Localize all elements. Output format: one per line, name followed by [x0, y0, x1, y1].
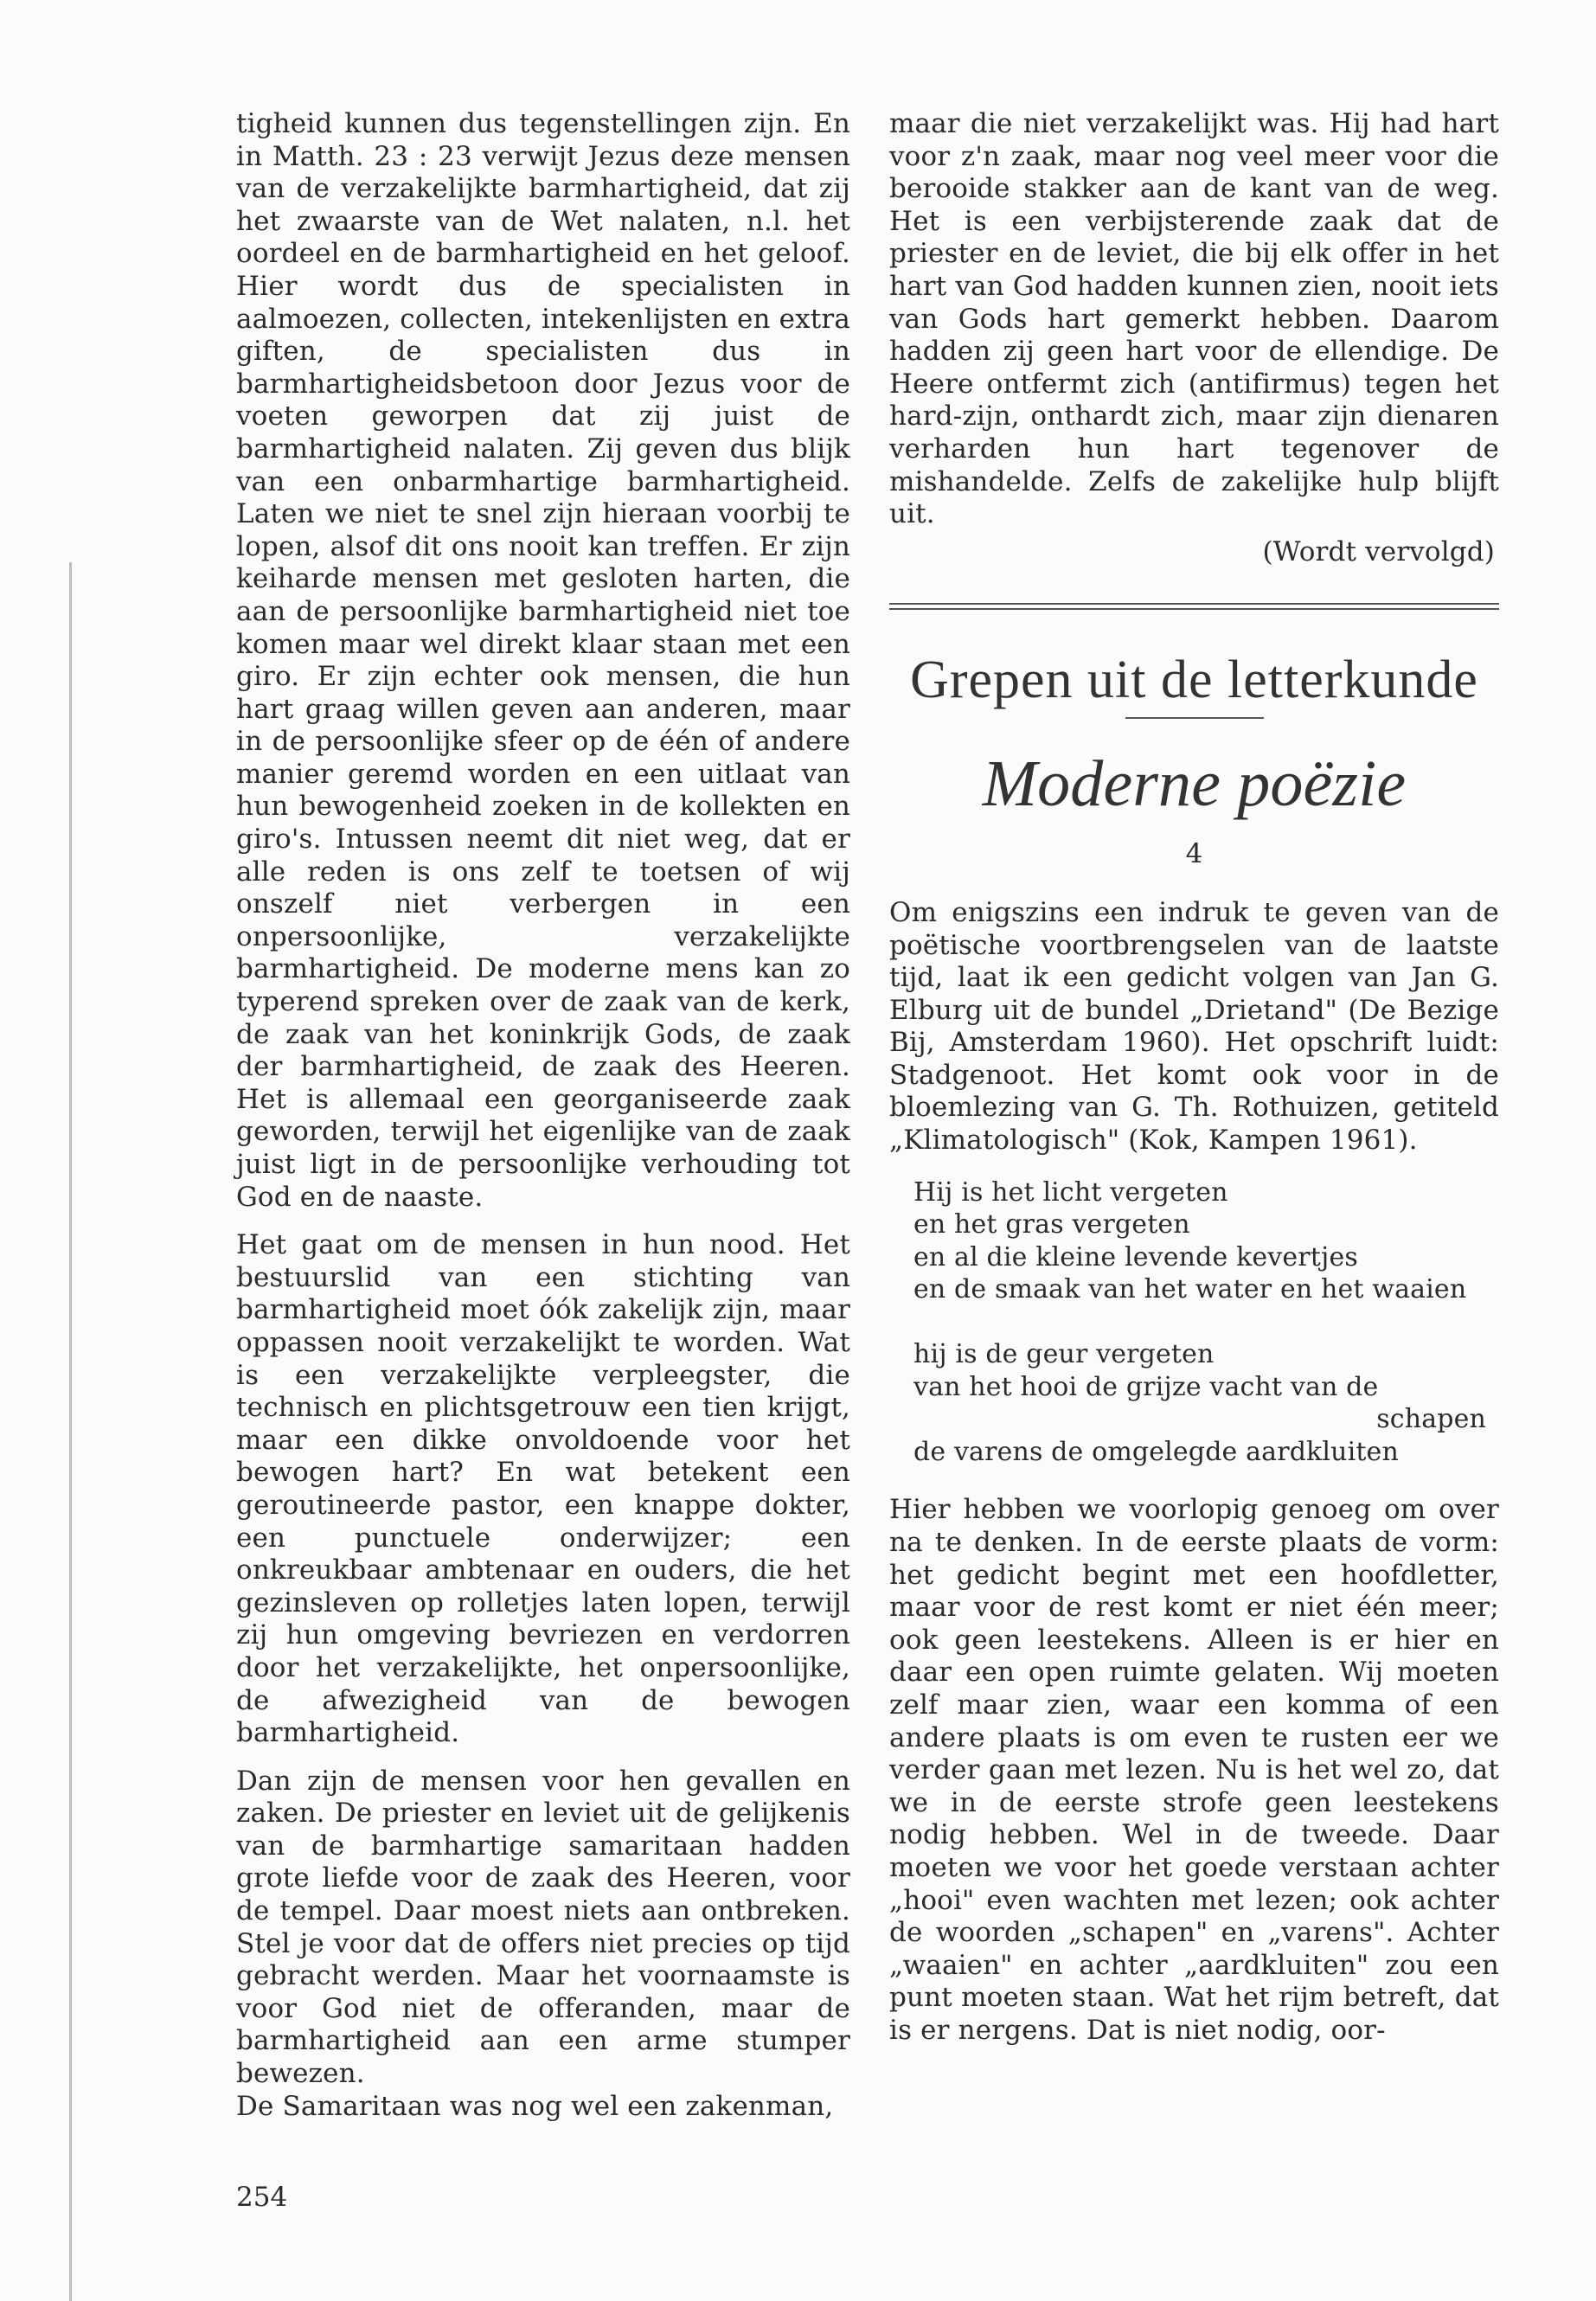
- body-paragraph: maar die niet verzakelijkt was. Hij had hart voor z'n zaak, maar nog veel meer voor die berooide stakker aan de kant van de weg. Het is een verbijsterende zaak dat de priester en de leviet, die bij elk offer in het hart van God hadden kunnen zien, nooit iets van Gods hart gemerkt hebben. Daarom hadden zij geen hart voor de ellendige. De Heere ontfermt zich (antifirmus) tegen het hard-zijn, onthardt zich, maar zijn dienaren verharden hun hart tegenover de mishandelde. Zelfs de zakelijke hulp blijft uit.: [889, 108, 1499, 530]
- intro-paragraph: Om enigszins een indruk te geven van de poëtische voortbrengselen van de laatste tijd, laat ik een gedicht volgen van Jan G. Elburg uit de bundel „Drietand" (De Bezige Bij, Amsterdam 1960). Het opschrift luidt: Stadgenoot. Het komt ook voor in de bloemlezing van G. Th. Rothuizen, getiteld „Klimatologisch" (Kok, Kampen 1961).: [889, 896, 1499, 1157]
- poem-stanza: [913, 1338, 1499, 1468]
- title-underline: [1125, 717, 1264, 719]
- continued-note: (Wordt vervolgd): [1262, 535, 1495, 567]
- body-paragraph: De Samaritaan was nog wel een zakenman,: [236, 2090, 834, 2122]
- article-title: Moderne poëzie: [982, 747, 1407, 821]
- poem-line: hij is de geur vergeten: [913, 1339, 1215, 1370]
- page-number: 254: [236, 2182, 288, 2213]
- body-paragraph: Dan zijn de mensen voor hen gevallen en zaken. De priester en leviet uit de gelijkenis van de barmhartige samaritaan hadden grote liefde voor de zaak des Heeren, voor de tempel. Daar moest niets aan ontbreken. Stel je voor dat de offers niet precies op tijd gebracht werden. Maar het voornaamste is voor God niet de offeranden, maar de barmhartigheid aan een arme stumper bewezen.: [236, 1765, 850, 2090]
- poem-line: schapen: [1376, 1404, 1486, 1435]
- poem-line: de varens de omgelegde aardkluiten: [913, 1436, 1399, 1467]
- poem-line: en het gras vergeten: [913, 1209, 1190, 1240]
- poem-line: en de smaak van het water en het waaien: [913, 1274, 1467, 1305]
- left-column: [236, 108, 850, 2138]
- part-number: 4: [1185, 838, 1203, 870]
- body-paragraph: Het gaat om de mensen in hun nood. Het bestuurslid van een stichting van barmhartigheid moet óók zakelijk zijn, maar oppassen nooit verzakelijkt te worden. Wat is een verzakelijkte verpleegster, die technisch en plichtsgetrouw een tien krijgt, maar een dikke onvoldoende voor het bewogen hart? En wat betekent een geroutineerde pastor, een knappe dokter, een punctuele onderwijzer; een onkreukbaar ambtenaar en ouders, die het gezinsleven op rolletjes laten lopen, terwijl zij hun omgeving bevriezen en verdorren door het verzakelijkte, het onpersoonlijke, de afwezigheid van de bewogen barmhartigheid.: [236, 1229, 850, 1749]
- poem-stanza: [913, 1176, 1499, 1306]
- poem-line: van het hooi de grijze vacht van de: [913, 1371, 1379, 1402]
- page-edge-line: [69, 562, 72, 2301]
- body-paragraph: tigheid kunnen dus tegenstellingen zijn. En in Matth. 23 : 23 verwijt Jezus deze mensen van de verzakelijkte barmhartigheid, dat zij het zwaarste van de Wet nalaten, n.l. het oordeel en de barmhartigheid en het geloof. Hier wordt dus de specialisten in aalmoezen, collecten, intekenlijsten en extra giften, de specialisten dus in barmhartigheidsbetoon door Jezus voor de voeten geworpen dat zij juist de barmhartigheid nalaten. Zij geven dus blijk van een onbarmhartige barmhartigheid. Laten we niet te snel zijn hieraan voorbij te lopen, alsof dit ons nooit kan treffen. Er zijn keiharde mensen met gesloten harten, die aan de persoonlijke barmhartigheid niet toe komen maar wel direkt klaar staan met een giro. Er zijn echter ook mensen, die hun hart graag willen geven aan anderen, maar in de persoonlijke sfeer op de één of andere manier geremd worden en een uitlaat van hun bewogenheid zoeken in de kollekten en giro's. Intussen neemt dit niet weg, dat er alle reden is ons zelf te toetsen of wij onszelf niet verbergen in een onpersoonlijke, verzakelijkte barmhartigheid. De moderne mens kan zo typerend spreken over de zaak van de kerk, de zaak van het koninkrijk Gods, de zaak der barmhartigheid, de zaak des Heeren. Het is allemaal een georganiseerde zaak geworden, terwijl het eigenlijke van de zaak juist ligt in de persoonlijke verhouding tot God en de naaste.: [236, 108, 850, 1213]
- section-divider: [889, 603, 1499, 610]
- section-title: Grepen uit de letterkunde: [910, 651, 1478, 710]
- poem: [913, 1176, 1499, 1469]
- poem-line: Hij is het licht vergeten: [913, 1176, 1228, 1208]
- body-paragraph: Hier hebben we voorlopig genoeg om over na te denken. In de eerste plaats de vorm: het gedicht begint met een hoofdletter, maar voor de rest komt er niet één meer; ook geen leestekens. Alleen is er hier en daar een open ruimte gelaten. Wij moeten zelf maar zien, waar een komma of een andere plaats is om even te rusten eer we verder gaan met lezen. Nu is het wel zo, dat we in de eerste strofe geen leestekens nodig hebben. Wel in de tweede. Daar moeten we voor het goede verstaan achter „hooi" even wachten met lezen; ook achter de woorden „schapen" en „varens". Achter „waaien" en achter „aardkluiten" zou een punt moeten staan. Wat het rijm betreft, dat is er nergens. Dat is niet nodig, oor-: [889, 1494, 1499, 2046]
- poem-line: en al die kleine levende kevertjes: [913, 1241, 1358, 1272]
- right-column: [889, 108, 1499, 2063]
